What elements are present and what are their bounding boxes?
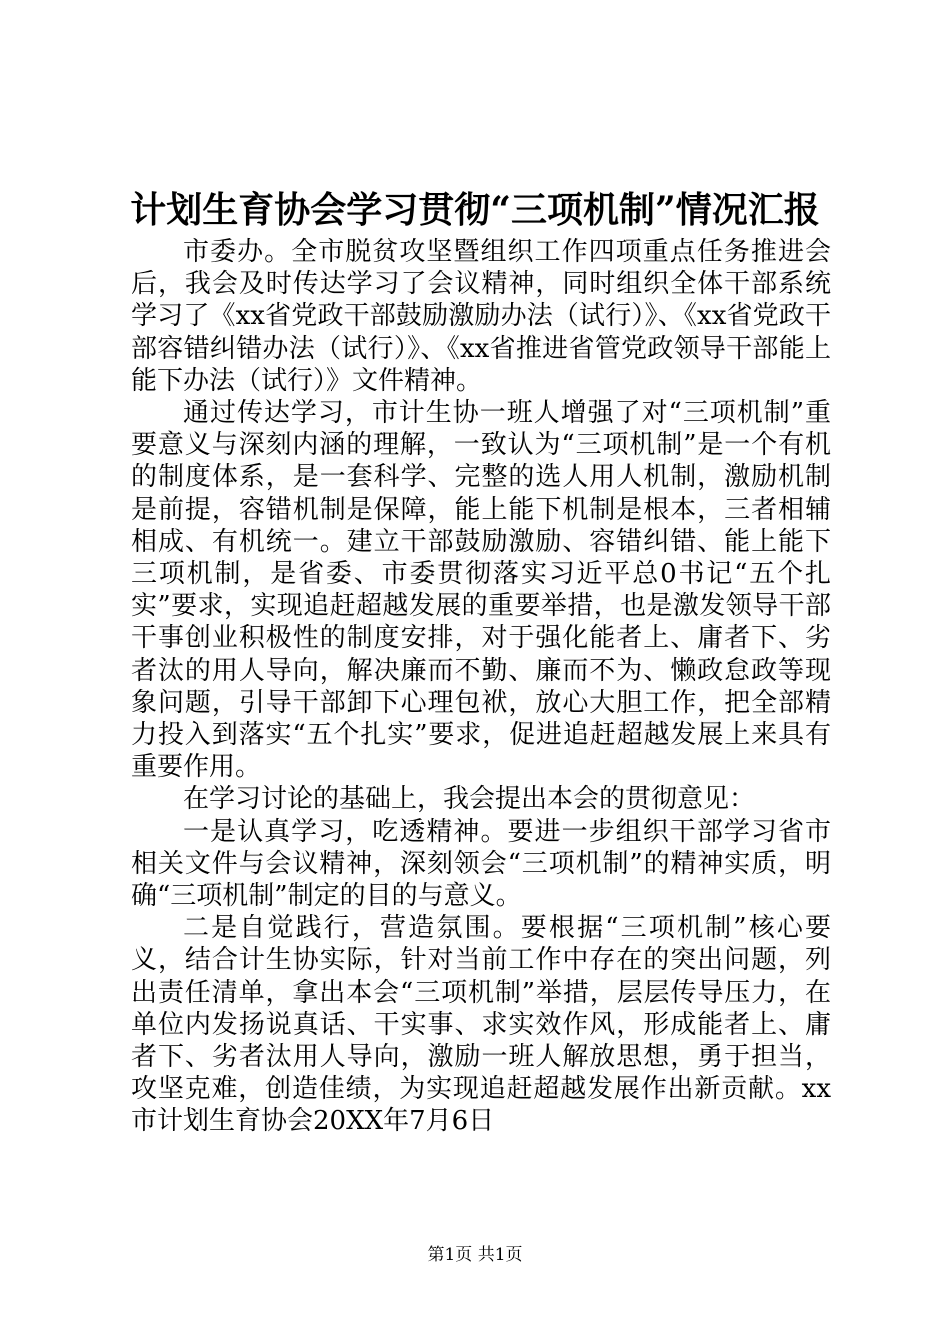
paragraph-opinion-intro: 在学习讨论的基础上，我会提出本会的贯彻意见： bbox=[183, 784, 756, 815]
paragraph-understanding: 通过传达学习，市计生协一班人增强了对“三项机制”重要意义与深刻内涵的理解，一致认为“三项机制”是一个有机的制度体系，是一套科学、完整的选人用人机制，激励机制是前提，容错机制是保障，能上能下机制是根本，三者相辅相成、有机统一。建立干部鼓励激励、容错纠错、能上能下三项机制，是省委、市委贯彻落实习近平总0书记“五个扎实”要求，实现追赶超越发展的重要举措，也是激发领导干部干事创业积极性的制度安排，对于强化能者上、庸者下、劣者汰的用人导向，解决廉而不勤、廉而不为、懒政怠政等现象问题，引导干部卸下心理包袱，放心大胆工作，把全部精力投入到落实“五个扎实”要求，促进追赶超越发展上来具有重要作用。 bbox=[131, 398, 831, 783]
paragraph-point-one: 一是认真学习，吃透精神。要进一步组织干部学习省市相关文件与会议精神，深刻领会“三项机制”的精神实质，明确“三项机制”制定的目的与意义。 bbox=[131, 816, 831, 912]
paragraph-point-two: 二是自觉践行，营造氛围。要根据“三项机制”核心要义，结合计生协实际，针对当前工作中存在的突出问题，列出责任清单，拿出本会“三项机制”举措，层层传导压力，在单位内发扬说真话、干实事、求实效作风，形成能者上、庸者下、劣者汰用人导向，激励一班人解放思想，勇于担当，攻坚克难，创造佳绩，为实现追赶超越发展作出新贡献。xx市计划生育协会20XX年7月6日 bbox=[131, 913, 831, 1137]
document-body bbox=[131, 236, 831, 1138]
document-title: 计划生育协会学习贯彻“三项机制”情况汇报 bbox=[130, 189, 820, 231]
page-number-footer: 第1页 共1页 bbox=[427, 1245, 523, 1265]
paragraph-opening: 市委办。全市脱贫攻坚暨组织工作四项重点任务推进会后，我会及时传达学习了会议精神，同时组织全体干部系统学习了《xx省党政干部鼓励激励办法（试行）》、《xx省党政干部容错纠错办法（试行）》、《xx省推进省管党政领导干部能上能下办法（试行）》文件精神。 bbox=[131, 237, 831, 396]
